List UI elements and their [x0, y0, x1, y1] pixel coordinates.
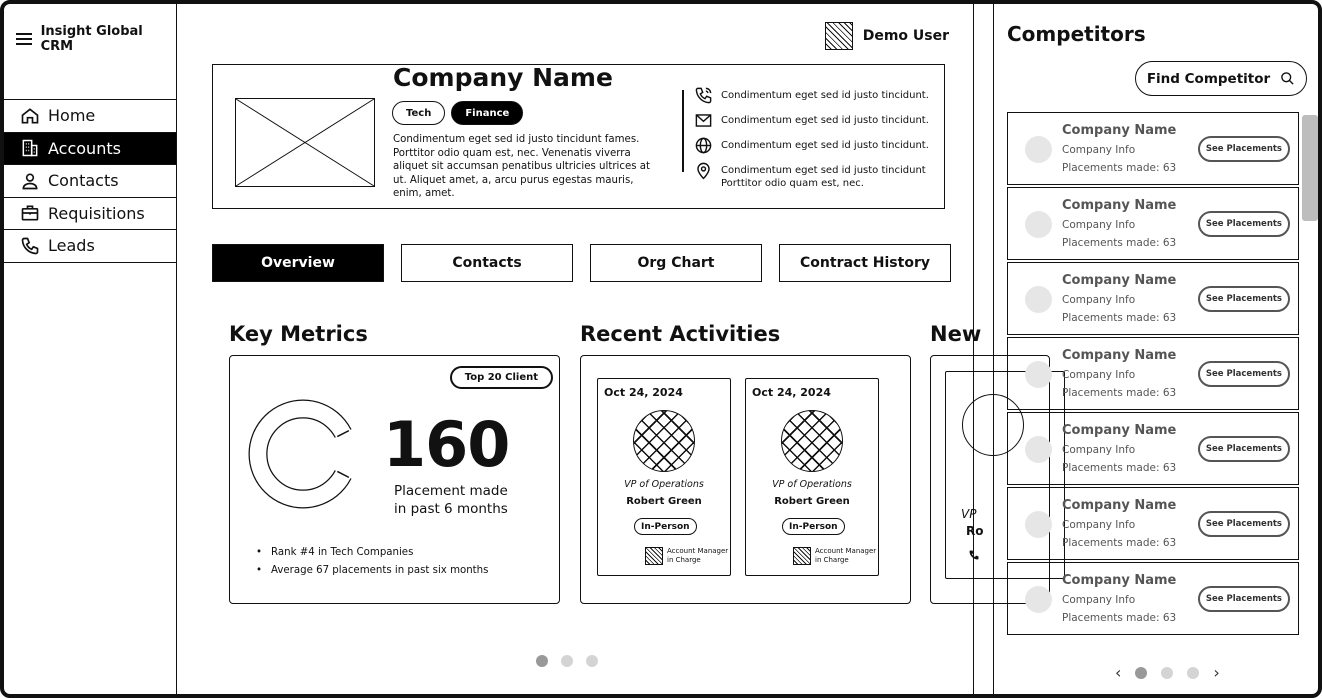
hamburger-menu-icon[interactable] — [16, 33, 32, 45]
competitor-name: Company Name — [1062, 123, 1177, 138]
sidebar-item-label: Home — [48, 106, 96, 126]
company-contact-list — [694, 86, 934, 190]
competitor-card[interactable] — [1007, 412, 1299, 485]
competitor-name: Company Name — [1062, 348, 1177, 363]
manager-avatar-icon — [793, 547, 811, 565]
metrics-bullets — [256, 544, 488, 580]
contact-address — [694, 161, 934, 190]
sidebar-item-requisitions[interactable] — [4, 198, 176, 231]
scrollbar[interactable] — [1302, 112, 1319, 637]
competitor-info: Company Info — [1062, 219, 1136, 231]
manager-label: Account Manager in Charge — [667, 547, 729, 564]
competitor-avatar — [1025, 211, 1052, 238]
recent-activities-title: Recent Activities — [580, 322, 781, 346]
tag-finance[interactable]: Finance — [451, 101, 523, 125]
company-name: Company Name — [393, 63, 613, 92]
competitor-placements: Placements made: 63 — [1062, 537, 1177, 549]
phone-icon — [694, 86, 713, 105]
sidebar-nav — [4, 99, 176, 263]
competitor-name: Company Name — [1062, 423, 1177, 438]
competitor-placements: Placements made: 63 — [1062, 387, 1177, 399]
contact-email — [694, 111, 934, 136]
app-title: Insight Global CRM — [40, 24, 143, 54]
activity-role: VP of Operations — [772, 479, 852, 490]
sidebar-item-home[interactable] — [4, 100, 176, 133]
location-pin-icon — [694, 161, 713, 180]
activity-date: Oct 24, 2024 — [604, 386, 683, 399]
see-placements-button[interactable]: See Placements — [1198, 436, 1290, 462]
competitor-card[interactable] — [1007, 562, 1299, 635]
competitor-avatar — [1025, 586, 1052, 613]
contact-avatar — [781, 410, 843, 472]
phone-icon — [20, 236, 40, 256]
activity-date: Oct 24, 2024 — [752, 386, 831, 399]
placement-count: 160 — [383, 408, 510, 481]
sidebar-item-accounts[interactable] — [4, 133, 176, 166]
tab-contacts[interactable]: Contacts — [401, 244, 573, 282]
competitor-list — [1007, 112, 1299, 637]
competitor-placements: Placements made: 63 — [1062, 162, 1177, 174]
sidebar-item-leads[interactable] — [4, 230, 176, 263]
manager-avatar-icon — [645, 547, 663, 565]
carousel-dots — [536, 655, 598, 667]
competitor-info: Company Info — [1062, 144, 1136, 156]
metric-bullet: • Average 67 placements in past six months — [256, 562, 488, 580]
competitor-name: Company Name — [1062, 273, 1177, 288]
activity-person: Robert Green — [774, 496, 850, 507]
account-manager — [793, 547, 881, 565]
user-menu[interactable] — [825, 22, 949, 50]
see-placements-button[interactable]: See Placements — [1198, 286, 1290, 312]
competitor-card[interactable] — [1007, 487, 1299, 560]
news-title: New — [930, 322, 982, 346]
competitor-placements: Placements made: 63 — [1062, 612, 1177, 624]
tab-overview[interactable]: Overview — [212, 244, 384, 282]
competitors-title: Competitors — [1007, 22, 1146, 46]
placement-caption: Placement made in past 6 months — [394, 483, 508, 517]
chevron-right-icon[interactable]: › — [1213, 663, 1220, 682]
contact-text: Condimentum eget sed id justo tincidunt. — [721, 115, 929, 126]
competitor-card[interactable] — [1007, 262, 1299, 335]
activity-type-badge: In-Person — [634, 518, 697, 535]
scrollbar-thumb[interactable] — [1302, 115, 1318, 221]
see-placements-button[interactable]: See Placements — [1198, 136, 1290, 162]
tag-tech[interactable]: Tech — [392, 101, 445, 125]
competitor-placements: Placements made: 63 — [1062, 312, 1177, 324]
see-placements-button[interactable]: See Placements — [1198, 211, 1290, 237]
competitor-card[interactable] — [1007, 187, 1299, 260]
sidebar-item-label: Contacts — [48, 171, 119, 191]
competitor-info: Company Info — [1062, 594, 1136, 606]
contact-text: Condimentum eget sed id justo tincidunt. — [721, 90, 929, 101]
manager-label: Account Manager in Charge — [815, 547, 877, 564]
news-role: VP — [961, 507, 977, 521]
tab-org-chart[interactable]: Org Chart — [590, 244, 762, 282]
competitor-avatar — [1025, 286, 1052, 313]
phone-icon — [968, 548, 980, 562]
person-icon — [20, 171, 40, 191]
sidebar — [4, 4, 177, 694]
pager-dot[interactable] — [1187, 667, 1199, 679]
briefcase-icon — [20, 203, 40, 223]
competitor-name: Company Name — [1062, 498, 1177, 513]
progress-ring — [250, 401, 356, 507]
sidebar-item-label: Leads — [48, 236, 95, 256]
find-competitor-button[interactable] — [1135, 61, 1307, 96]
carousel-dot[interactable] — [586, 655, 598, 667]
pager-dot[interactable] — [1135, 667, 1147, 679]
company-logo-placeholder — [235, 98, 375, 187]
company-tags — [392, 101, 523, 125]
activity-type-badge: In-Person — [782, 518, 845, 535]
see-placements-button[interactable]: See Placements — [1198, 586, 1290, 612]
tab-contract-history[interactable]: Contract History — [779, 244, 951, 282]
news-person: Ro — [966, 524, 984, 538]
contact-text: Condimentum eget sed id justo tincidunt. — [721, 140, 929, 151]
divider — [682, 90, 684, 172]
competitor-avatar — [1025, 511, 1052, 538]
sidebar-item-label: Accounts — [48, 138, 121, 158]
carousel-dot[interactable] — [536, 655, 548, 667]
main-content — [177, 4, 984, 694]
competitor-pager — [1115, 663, 1220, 682]
contact-text: Condimentum eget sed id justo tincidunt Porttitor odio quam est, nec. — [721, 165, 926, 189]
competitor-name: Company Name — [1062, 573, 1177, 588]
company-description: Condimentum eget sed id justo tincidunt fames. Porttitor odio quam est, nec. Venenatis viverra aliquet sit accumsan penatibus ultricies ultrices at ut. Aliquet amet, a, arcu purus egestas mauris, enim, amet. — [393, 134, 650, 199]
find-competitor-label: Find Competitor — [1146, 70, 1271, 87]
competitor-avatar — [1025, 136, 1052, 163]
competitor-name: Company Name — [1062, 198, 1177, 213]
activity-person: Robert Green — [626, 496, 702, 507]
account-manager — [645, 547, 733, 565]
user-name: Demo User — [862, 28, 949, 44]
competitor-info: Company Info — [1062, 444, 1136, 456]
client-badge: Top 20 Client — [450, 366, 553, 389]
mail-icon — [694, 111, 713, 130]
activity-card[interactable] — [597, 378, 731, 576]
home-icon — [20, 106, 40, 126]
see-placements-button[interactable]: See Placements — [1198, 511, 1290, 537]
competitors-panel — [993, 4, 1318, 694]
avatar — [825, 22, 853, 50]
company-card — [212, 64, 945, 209]
competitor-card[interactable] — [1007, 337, 1299, 410]
competitor-info: Company Info — [1062, 294, 1136, 306]
chevron-left-icon[interactable]: ‹ — [1115, 663, 1122, 682]
contact-avatar — [633, 410, 695, 472]
carousel-dot[interactable] — [561, 655, 573, 667]
key-metrics-title: Key Metrics — [229, 322, 368, 346]
key-metrics-panel — [229, 355, 560, 604]
recent-activities-panel — [580, 355, 911, 604]
competitor-info: Company Info — [1062, 519, 1136, 531]
brand — [16, 24, 176, 54]
pager-dot[interactable] — [1161, 667, 1173, 679]
activity-card[interactable] — [745, 378, 879, 576]
search-icon — [1280, 71, 1295, 86]
contact-website — [694, 136, 934, 161]
building-icon — [20, 138, 40, 158]
sidebar-item-contacts[interactable] — [4, 165, 176, 198]
competitor-avatar — [1025, 436, 1052, 463]
sidebar-item-label: Requisitions — [48, 203, 145, 223]
globe-icon — [694, 136, 713, 155]
metric-bullet: • Rank #4 in Tech Companies — [256, 544, 488, 562]
activity-role: VP of Operations — [624, 479, 704, 490]
competitor-placements: Placements made: 63 — [1062, 237, 1177, 249]
competitor-avatar — [1025, 361, 1052, 388]
see-placements-button[interactable]: See Placements — [1198, 361, 1290, 387]
competitor-card[interactable] — [1007, 112, 1299, 185]
competitor-info: Company Info — [1062, 369, 1136, 381]
contact-phone — [694, 86, 934, 111]
competitor-placements: Placements made: 63 — [1062, 462, 1177, 474]
account-tabs — [212, 244, 951, 282]
